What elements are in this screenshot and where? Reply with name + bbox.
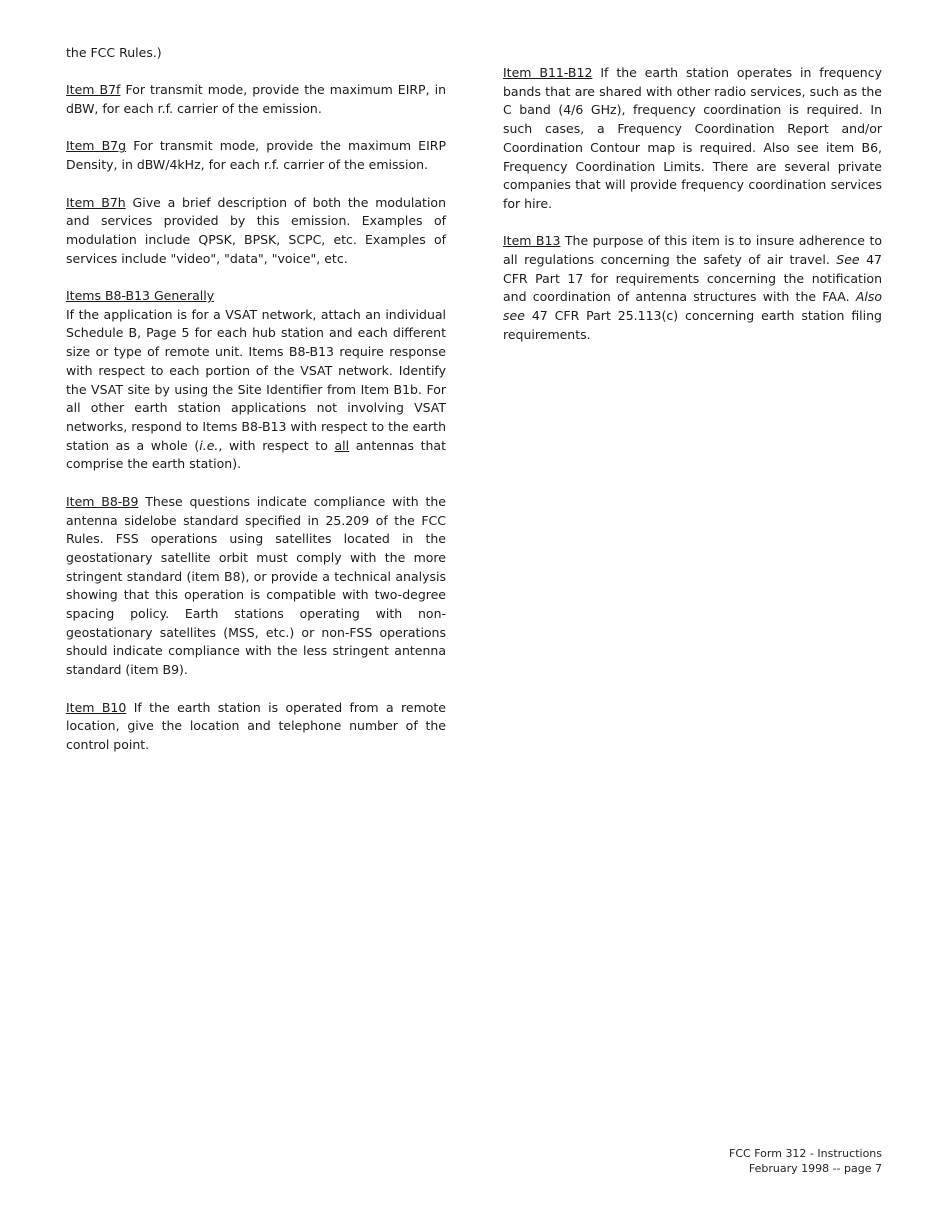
item-b10 (66, 699, 446, 755)
item-b7f-label: Item B7f (66, 82, 121, 98)
item-b7g-label: Item B7g (66, 138, 127, 154)
item-b10-text: If the earth station is operated from a remote location, give the location and telephone number of the control point. (66, 699, 446, 752)
item-b7h-text: Give a brief description of both the modulation and services provided by this emission. Examples of modulation include QPSK, BPSK, SCPC, etc. Examples of services include "video", "data", "voice", etc. (66, 194, 446, 266)
item-b8-b9-label: Item B8-B9 (66, 493, 139, 509)
item-b11-b12-text: If the earth station operates in frequency bands that are shared with other radio services, such as the C band (4/6 GHz), frequency coordination is required. In such cases, a Frequency Coordination Report and/or Coordination Contour map is required. Also see item B6, Frequency Coordination Limits. There are several private companies that will provide frequency coordination services for hire. (503, 65, 882, 211)
item-b13-label: Item B13 (503, 233, 561, 249)
item-b7g-text: For transmit mode, provide the maximum EIRP Density, in dBW/4kHz, for each r.f. carrier of the emission. (66, 138, 446, 173)
footer-form-title: FCC Form 312 - Instructions (729, 1147, 882, 1160)
item-b8-b9-text: These questions indicate compliance with the antenna sidelobe standard specified in 25.209 of the FCC Rules. FSS operations using satellites located in the geostationary satellite orbit must comply with the more stringent standard (item B8), or provide a technical analysis showing that this operation is compatible with two-degree spacing policy. Earth stations operating with non-geostationary satellites (MSS, etc.) or non-FSS operations should indicate compliance with the less stringent antenna standard (item B9). (66, 493, 446, 678)
item-b10-label: Item B10 (66, 699, 127, 715)
right-column (503, 64, 882, 363)
item-b7f (66, 81, 446, 118)
footer-date-page: February 1998 -- page 7 (748, 1162, 882, 1175)
item-b13-text-1: The purpose of this item is to insure adherence to all regulations concerning the safety of air travel. (503, 233, 882, 268)
item-b13-also-see: Also see (503, 289, 882, 324)
page-footer (729, 1146, 882, 1176)
item-b7h (66, 194, 446, 269)
items-b8-b13-ie: i.e. (199, 437, 219, 453)
item-b8-b9 (66, 493, 446, 680)
continuation-text: the FCC Rules.) (66, 45, 162, 60)
items-b8-b13-label: Items B8-B13 Generally (66, 288, 215, 304)
items-b8-b13-text-2: , with respect to (218, 437, 335, 453)
item-b11-b12 (503, 64, 882, 214)
item-b13-text-3: 47 CFR Part 25.113(c) concerning earth station filing requirements. (503, 308, 882, 342)
item-b13-text-2: 47 CFR Part 17 for requirements concerning the notification and coordination of antenna structures with the FAA. (503, 252, 882, 305)
item-b7h-label: Item B7h (66, 194, 126, 210)
items-b8-b13-generally (66, 287, 446, 474)
items-b8-b13-text-1: If the application is for a VSAT network, attach an individual Schedule B, Page 5 for each hub station and each different size or type of remote unit. Items B8-B13 require response with respect to each portion of the VSAT network. Identify the VSAT site by using the Site Identifier from Item B1b. For all other earth station applications not involving VSAT networks, respond to Items B8-B13 with respect to the earth station as a whole ( (66, 306, 446, 453)
item-b11-b12-label: Item B11-B12 (503, 65, 593, 80)
items-b8-b13-all: all (334, 437, 350, 453)
item-b13-see: See (836, 252, 860, 268)
item-b7f-text: For transmit mode, provide the maximum EIRP, in dBW, for each r.f. carrier of the emission. (66, 82, 447, 117)
item-b13 (503, 232, 882, 344)
left-column (66, 44, 446, 773)
item-b7g (66, 137, 446, 174)
items-b8-b13-text-3: antennas that comprise the earth station). (66, 437, 446, 472)
